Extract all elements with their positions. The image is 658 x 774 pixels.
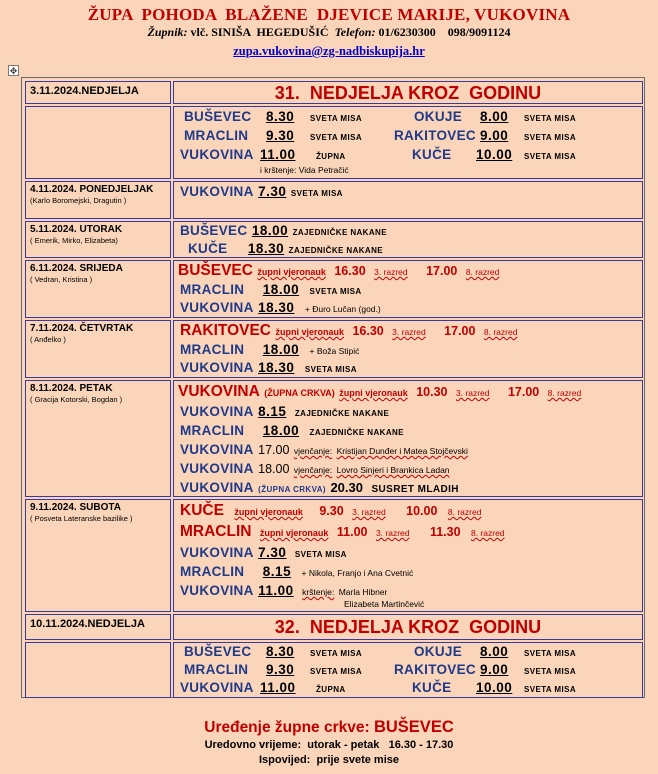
- place: VUKOVINA: [180, 480, 254, 495]
- place: VUKOVINA: [180, 360, 254, 375]
- date-label: 4.11.2024. PONEDJELJAK: [30, 184, 154, 195]
- time: 9.00: [480, 128, 509, 143]
- date-cell-sunday2: [25, 614, 171, 640]
- place: OKUJE: [414, 109, 463, 124]
- place: MRACLIN: [180, 342, 245, 357]
- desc: + Boža Stipić: [309, 346, 360, 356]
- desc-2: Elizabeta Martinčević: [344, 599, 425, 609]
- sunday2-title: 32. NEDJELJA KROZ GODINU: [274, 617, 542, 637]
- saints-label: ( Vedran, Kristina ): [30, 275, 93, 284]
- time: 11.00: [260, 147, 296, 162]
- saturday-cell: [173, 499, 643, 612]
- phone-numbers: 01/6230300 098/9091124: [378, 25, 511, 39]
- time: 18.00: [262, 282, 300, 297]
- date-label: 3.11.2024.NEDJELJA: [30, 85, 139, 97]
- time: 10.00: [476, 680, 513, 695]
- date-label: 6.11.2024. SRIJEDA: [30, 263, 123, 274]
- grade: 8. razred: [465, 267, 500, 277]
- date-cell-empty: [25, 642, 171, 698]
- church-label: (ŽUPNA CRKVA): [258, 485, 326, 494]
- time: 17.00: [507, 385, 540, 399]
- thursday-cell: [173, 320, 643, 378]
- label: vjenčanje:: [293, 446, 333, 456]
- desc: SVETA MISA: [304, 365, 357, 374]
- place: BUŠEVEC: [184, 109, 252, 124]
- sunday1-title: 31. NEDJELJA KROZ GODINU: [274, 83, 542, 103]
- date-cell-empty: [25, 106, 171, 179]
- time: 16.30: [352, 324, 384, 338]
- sunday1-masses-cell: [173, 106, 643, 179]
- desc: SVETA MISA: [524, 133, 577, 142]
- time: 8.00: [480, 644, 509, 659]
- tuesday-cell: [173, 221, 643, 258]
- place: VUKOVINA: [180, 442, 254, 457]
- desc: Kristijan Dunđer i Matea Stojčevski: [336, 446, 468, 456]
- friday-cell: [173, 380, 643, 497]
- time: 11.00: [336, 525, 368, 539]
- saints-label: ( Emerik, Mirko, Elizabeta): [30, 236, 118, 245]
- church-label: (ŽUPNA CRKVA): [264, 388, 335, 398]
- grade: 8. razred: [547, 388, 582, 398]
- pastor-info: [0, 25, 658, 40]
- desc: SVETA MISA: [309, 287, 362, 296]
- grade: 3. razred: [392, 327, 426, 337]
- date-cell-saturday: [25, 499, 171, 612]
- email-link[interactable]: zupa.vukovina@zg-nadbiskupija.hr: [233, 44, 425, 58]
- desc: SVETA MISA: [524, 667, 577, 676]
- time: 17.00: [258, 443, 290, 457]
- sunday2-masses-cell: [173, 642, 643, 698]
- parish-title: ŽUPA POHODA BLAŽENE DJEVICE MARIJE, VUKOVINA: [87, 5, 571, 24]
- desc: ŽUPNA: [316, 685, 346, 694]
- label: župni vjeronauk: [259, 528, 329, 538]
- place: MRACLIN: [180, 282, 245, 297]
- desc: ZAJEDNIČKE NAKANE: [309, 428, 404, 437]
- time: 8.15: [258, 404, 287, 419]
- grade: 3. razred: [375, 528, 410, 538]
- label: župni vjeronauk: [234, 507, 303, 517]
- place: RAKITOVEC: [394, 662, 476, 677]
- time: 9.30: [319, 504, 344, 518]
- place: KUČE: [412, 680, 452, 695]
- date-label: 10.11.2024.NEDJELJA: [30, 618, 145, 630]
- time: 11.00: [260, 680, 296, 695]
- place: RAKITOVEC: [180, 322, 272, 339]
- sunday2-title-cell: [173, 614, 643, 640]
- desc: ZAJEDNIČKE NAKANE: [288, 246, 384, 255]
- place: VUKOVINA: [180, 583, 254, 598]
- place: KUČE: [412, 147, 452, 162]
- label: župni vjeronauk: [275, 327, 344, 337]
- label: župni vjeronauk: [339, 388, 408, 398]
- date-label: 7.11.2024. ČETVRTAK: [30, 323, 134, 334]
- desc: SVETA MISA: [524, 152, 577, 161]
- time: 20.30: [330, 480, 363, 495]
- pastor-label: Župnik:: [147, 25, 188, 39]
- place: KUČE: [180, 502, 224, 519]
- time: 9.30: [266, 128, 295, 143]
- time: 18.00: [251, 223, 289, 238]
- grade: 8. razred: [483, 327, 518, 337]
- monday-cell: [173, 181, 643, 219]
- office-hours: Uredovno vrijeme: utorak - petak 16.30 - 17.30: [204, 739, 454, 751]
- time: 9.00: [480, 662, 509, 677]
- desc: SVETA MISA: [294, 550, 347, 559]
- saints-label: ( Anđelko ): [30, 335, 66, 344]
- pastor-name: vlč. SINIŠA HEGEDUŠIĆ: [190, 25, 329, 39]
- date-label: 8.11.2024. PETAK: [30, 383, 113, 394]
- time: 9.30: [266, 662, 295, 677]
- desc: SVETA MISA: [310, 649, 363, 658]
- date-cell-tuesday: [25, 221, 171, 258]
- desc: SUSRET MLADIH: [371, 484, 459, 495]
- place: BUŠEVEC: [184, 644, 252, 659]
- grade: 8. razred: [447, 507, 482, 517]
- time: 8.30: [266, 109, 295, 124]
- desc: SVETA MISA: [310, 114, 363, 123]
- grade: 8. razred: [470, 528, 505, 538]
- time: 18.30: [247, 241, 285, 256]
- desc: SVETA MISA: [310, 133, 363, 142]
- date-label: 5.11.2024. UTORAK: [30, 224, 123, 235]
- table-move-handle-icon[interactable]: ✥: [9, 66, 18, 76]
- place: OKUJE: [414, 644, 463, 659]
- saints-label: ( Gracija Kotorski, Bogdan ): [30, 395, 123, 404]
- desc: ZAJEDNIČKE NAKANE: [294, 409, 390, 418]
- grade: 3. razred: [352, 507, 386, 517]
- renovation-label: Uređenje župne crkve:: [204, 719, 370, 736]
- time: 10.00: [406, 504, 438, 518]
- desc: ZAJEDNIČKE NAKANE: [292, 228, 387, 237]
- date-cell-monday: [25, 181, 171, 219]
- baptism-note: i krštenje: Vida Petračić: [260, 165, 349, 175]
- desc: Lovro Sinjeri i Brankica Ladan: [336, 465, 450, 475]
- desc: SVETA MISA: [290, 189, 343, 198]
- time: 11.30: [429, 525, 461, 539]
- time: 18.30: [258, 360, 295, 375]
- saints-label: (Karlo Boromejski, Dragutin ): [30, 196, 127, 205]
- desc: + Nikola, Franjo i Ana Cvetnić: [301, 568, 414, 578]
- time: 10.00: [476, 147, 513, 162]
- place: VUKOVINA: [180, 680, 254, 695]
- place: KUČE: [188, 241, 228, 256]
- date-cell-thursday: [25, 320, 171, 378]
- time: 8.30: [266, 644, 295, 659]
- time: 8.15: [262, 564, 292, 579]
- time: 17.00: [426, 264, 458, 278]
- place: VUKOVINA: [180, 184, 254, 199]
- place: VUKOVINA: [178, 383, 260, 400]
- desc: + Đuro Lučan (god.): [304, 304, 381, 314]
- time: 11.00: [258, 583, 294, 598]
- time: 18.00: [262, 423, 300, 438]
- time: 8.00: [480, 109, 509, 124]
- time: 17.00: [444, 324, 476, 338]
- desc: Marla Hibner: [338, 587, 388, 597]
- desc: SVETA MISA: [524, 685, 577, 694]
- place: VUKOVINA: [180, 300, 254, 315]
- grade: 3. razred: [455, 388, 490, 398]
- time: 7.30: [258, 184, 287, 199]
- church-renovation-note: [0, 718, 658, 737]
- desc: SVETA MISA: [524, 114, 577, 123]
- time: 7.30: [258, 545, 287, 560]
- time: 16.30: [334, 264, 366, 278]
- place: RAKITOVEC: [394, 128, 476, 143]
- place: BUŠEVEC: [178, 262, 253, 279]
- time: 18.00: [262, 342, 300, 357]
- place: VUKOVINA: [180, 404, 254, 419]
- place: MRACLIN: [184, 662, 249, 677]
- place: VUKOVINA: [180, 461, 254, 476]
- time: 18.00: [258, 462, 290, 476]
- phone-label: Telefon:: [334, 25, 376, 39]
- place: MRACLIN: [184, 128, 249, 143]
- place: MRACLIN: [180, 423, 245, 438]
- label: župni vjeronauk: [257, 267, 326, 277]
- place: VUKOVINA: [180, 545, 254, 560]
- sunday1-title-cell: [173, 81, 643, 104]
- label: vjenčanje:: [293, 465, 333, 475]
- desc: SVETA MISA: [524, 649, 577, 658]
- date-cell-friday: [25, 380, 171, 497]
- place: VUKOVINA: [180, 147, 254, 162]
- time: 10.30: [416, 385, 448, 399]
- date-cell-wednesday: [25, 260, 171, 318]
- grade: 3. razred: [374, 267, 408, 277]
- date-cell-sunday1: [25, 81, 171, 104]
- place: BUŠEVEC: [180, 223, 248, 238]
- label: krštenje:: [302, 587, 335, 597]
- date-label: 9.11.2024. SUBOTA: [30, 502, 121, 513]
- wednesday-cell: [173, 260, 643, 318]
- desc: ŽUPNA: [316, 152, 346, 161]
- time: 18.30: [258, 300, 295, 315]
- confession-info: Ispovijed: prije svete mise: [258, 754, 399, 766]
- place: MRACLIN: [180, 523, 252, 540]
- place: MRACLIN: [180, 564, 245, 579]
- saints-label: ( Posveta Lateranske bazilike ): [30, 514, 133, 523]
- renovation-place: BUŠEVEC: [373, 718, 454, 736]
- desc: SVETA MISA: [310, 667, 363, 676]
